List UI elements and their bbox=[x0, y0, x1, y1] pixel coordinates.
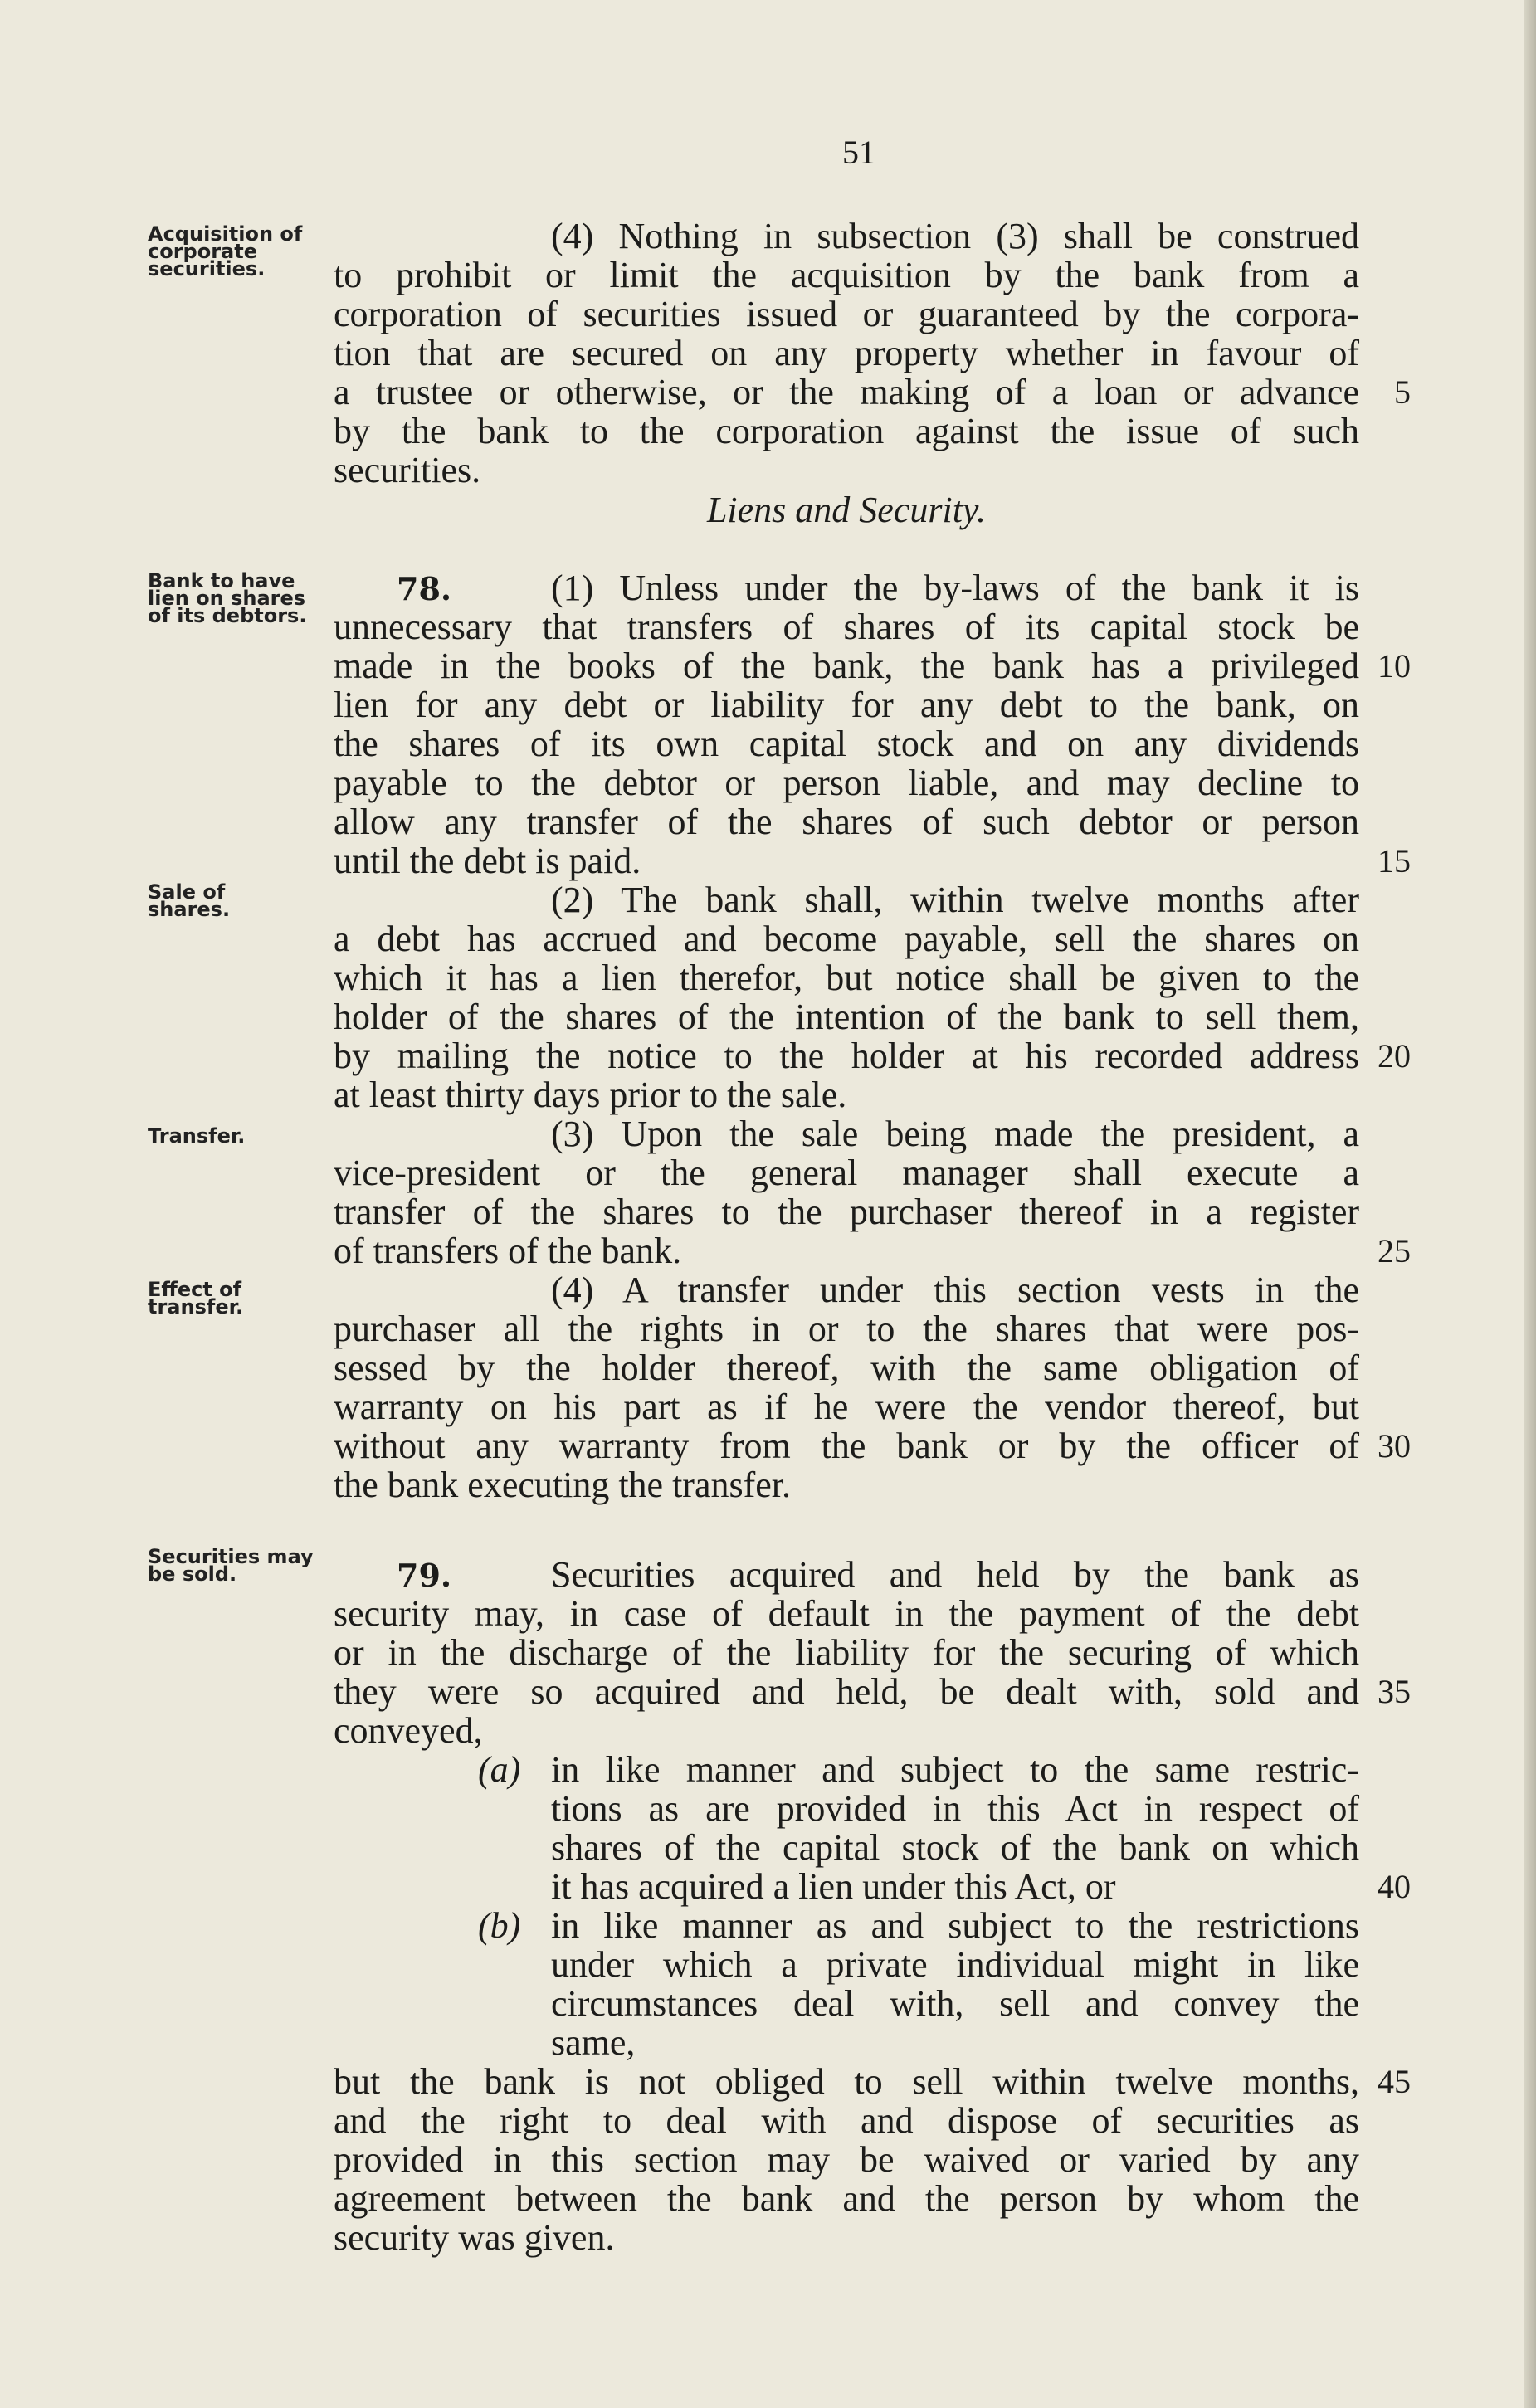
text-line: in like manner and subject to the same restric- bbox=[551, 1749, 1359, 1790]
text-line: conveyed, bbox=[334, 1710, 483, 1751]
text-line: transfer of the shares to the purchaser thereof in a register bbox=[334, 1192, 1359, 1232]
text-line: (3) Upon the sale being made the president, a bbox=[551, 1114, 1359, 1154]
text-line: payable to the debtor or person liable, and may decline to bbox=[334, 763, 1359, 803]
text-line: holder of the shares of the intention of the bank to sell them, bbox=[334, 997, 1359, 1037]
margin-note-securities: Securities may be sold. bbox=[148, 1545, 314, 1586]
text-line: security may, in case of default in the payment of the debt bbox=[334, 1593, 1359, 1634]
line-number: 25 bbox=[1378, 1232, 1411, 1270]
text-line: corporation of securities issued or guaranteed by the corpora- bbox=[334, 294, 1359, 334]
text-line: without any warranty from the bank or by the officer of bbox=[334, 1426, 1359, 1466]
line-number: 5 bbox=[1394, 373, 1411, 411]
text-line: security was given. bbox=[334, 2217, 615, 2258]
text-line: the shares of its own capital stock and on any dividends bbox=[334, 724, 1359, 764]
margin-note-sale: Sale of shares. bbox=[148, 880, 231, 921]
line-number: 20 bbox=[1378, 1037, 1411, 1075]
line-number: 30 bbox=[1378, 1427, 1411, 1465]
text-line: warranty on his part as if he were the vendor thereof, but bbox=[334, 1387, 1359, 1427]
item-marker-a: (a) bbox=[478, 1749, 521, 1790]
text-line: by the bank to the corporation against the issue of such bbox=[334, 411, 1359, 451]
text-line: by mailing the notice to the holder at his recorded address bbox=[334, 1036, 1359, 1076]
text-line: securities. bbox=[334, 450, 481, 490]
text-line: same, bbox=[551, 2022, 636, 2063]
text-line: vice-president or the general manager shall execute a bbox=[334, 1153, 1359, 1193]
text-line: to prohibit or limit the acquisition by the bank from a bbox=[334, 255, 1359, 295]
text-line: sessed by the holder thereof, with the same obligation of bbox=[334, 1348, 1359, 1388]
text-line: circumstances deal with, sell and convey the bbox=[551, 1983, 1359, 2024]
text-line: and the right to deal with and dispose of securities as bbox=[334, 2100, 1359, 2141]
text-line: a trustee or otherwise, or the making of a loan or advance bbox=[334, 372, 1359, 412]
text-line: purchaser all the rights in or to the shares that were pos- bbox=[334, 1309, 1359, 1349]
text-line: tion that are secured on any property whether in favour of bbox=[334, 333, 1359, 373]
text-line: but the bank is not obliged to sell within twelve months, bbox=[334, 2061, 1359, 2102]
item-marker-b: (b) bbox=[478, 1905, 521, 1946]
page-edge bbox=[1524, 0, 1536, 2408]
line-number: 35 bbox=[1378, 1673, 1411, 1710]
text-line: until the debt is paid. bbox=[334, 841, 641, 881]
margin-note-bank-lien: Bank to have lien on shares of its debtors. bbox=[148, 569, 307, 627]
text-line: made in the books of the bank, the bank has a privileged bbox=[334, 646, 1359, 686]
text-line: lien for any debt or liability for any debt to the bank, on bbox=[334, 685, 1359, 725]
text-line: under which a private individual might in like bbox=[551, 1944, 1359, 1985]
text-line: agreement between the bank and the person by whom the bbox=[334, 2178, 1359, 2219]
line-number: 15 bbox=[1378, 842, 1411, 880]
text-line: tions as are provided in this Act in respect of bbox=[551, 1788, 1359, 1829]
margin-note-acquisition: Acquisition of corporate securities. bbox=[148, 222, 303, 280]
text-line: in like manner as and subject to the restrictions bbox=[551, 1905, 1359, 1946]
text-line: of transfers of the bank. bbox=[334, 1231, 682, 1271]
text-line: unnecessary that transfers of shares of its capital stock be bbox=[334, 607, 1359, 647]
line-number: 40 bbox=[1378, 1868, 1411, 1905]
margin-note-transfer: Transfer. bbox=[148, 1124, 246, 1148]
page-number: 51 bbox=[842, 134, 875, 171]
text-line: which it has a lien therefor, but notice shall be given to the bbox=[334, 958, 1359, 998]
text-line: (2) The bank shall, within twelve months after bbox=[551, 880, 1359, 920]
text-line: allow any transfer of the shares of such debtor or person bbox=[334, 802, 1359, 842]
text-line: (4) A transfer under this section vests in the bbox=[551, 1270, 1359, 1310]
text-line: (1) Unless under the by-laws of the bank it is bbox=[551, 568, 1359, 608]
text-line: or in the discharge of the liability for the securing of which bbox=[334, 1632, 1359, 1673]
line-number: 10 bbox=[1378, 647, 1411, 685]
text-line: at least thirty days prior to the sale. bbox=[334, 1075, 847, 1115]
text-line: the bank executing the transfer. bbox=[334, 1465, 792, 1505]
section-number-79: 79. bbox=[397, 1557, 452, 1594]
margin-note-effect: Effect of transfer. bbox=[148, 1278, 244, 1319]
text-line: shares of the capital stock of the bank on which bbox=[551, 1827, 1359, 1868]
text-line: they were so acquired and held, be dealt with, sold and bbox=[334, 1671, 1359, 1712]
section-heading: Liens and Security. bbox=[706, 490, 987, 530]
line-number: 45 bbox=[1378, 2063, 1411, 2100]
section-number-78: 78. bbox=[397, 570, 452, 607]
text-line: it has acquired a lien under this Act, or bbox=[551, 1866, 1116, 1907]
text-line: provided in this section may be waived or varied by any bbox=[334, 2139, 1359, 2180]
text-line: (4) Nothing in subsection (3) shall be construed bbox=[551, 216, 1359, 256]
text-line: a debt has accrued and become payable, sell the shares on bbox=[334, 919, 1359, 959]
text-line: Securities acquired and held by the bank as bbox=[551, 1554, 1359, 1595]
